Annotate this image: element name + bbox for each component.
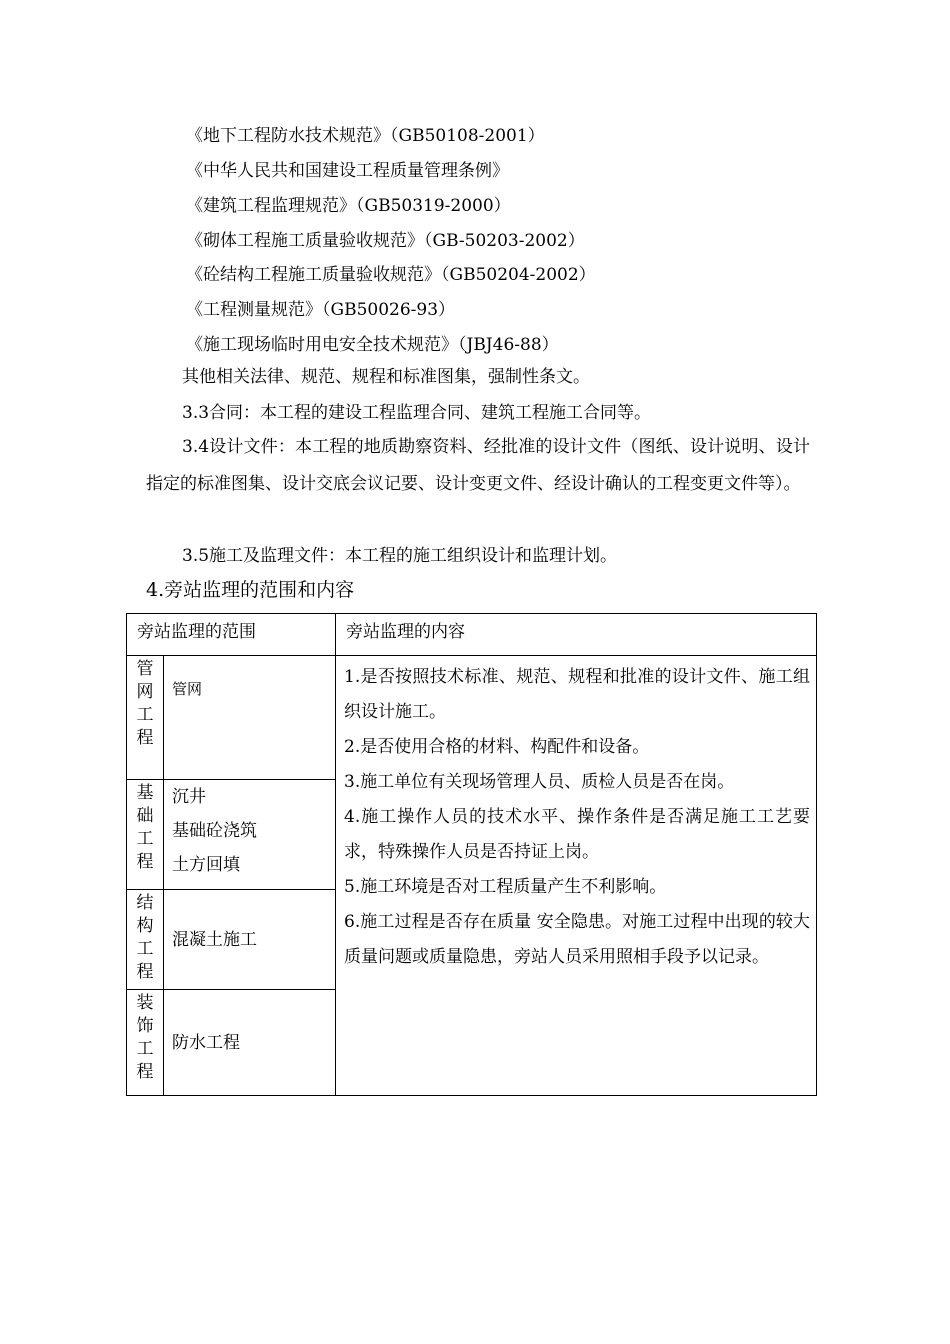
reference-line: 《砌体工程施工质量验收规范》（GB-50203-2002） — [186, 231, 585, 251]
category-char: 工 — [136, 1039, 154, 1059]
category-char: 构 — [136, 916, 154, 936]
content-item: 5.施工环境是否对工程质量产生不利影响。 — [344, 877, 667, 897]
category-char: 结 — [136, 893, 154, 913]
content-item: 6.施工过程是否存在质量 安全隐患。对施工过程中出现的较大质量问题或质量隐患，旁站人员采用照相手段予以记录。 — [344, 912, 810, 967]
content-item: 4.施工操作人员的技术水平、操作条件是否满足施工工艺要求，特殊操作人员是否持证上岗。 — [344, 807, 810, 862]
reference-line: 《建筑工程监理规范》（GB50319-2000） — [186, 196, 511, 216]
category-char: 网 — [136, 682, 154, 702]
other-basis-paragraph: 其他相关法律、规范、规程和标准图集，强制性条文。 — [182, 367, 590, 387]
category-char: 基 — [136, 783, 154, 803]
item-text: 防水工程 — [172, 1032, 240, 1053]
table-header-row — [127, 614, 817, 656]
reference-line: 《中华人民共和国建设工程质量管理条例》 — [186, 161, 509, 181]
item-text: 混凝土施工 — [172, 929, 257, 950]
item-text: 沉井 — [172, 787, 206, 807]
supervision-table — [126, 613, 817, 1096]
category-char: 饰 — [136, 1016, 154, 1036]
category-char: 管 — [136, 659, 154, 679]
content-cell — [336, 656, 817, 1096]
reference-line: 《施工现场临时用电安全技术规范》（JBJ46-88） — [186, 335, 559, 355]
category-cell — [127, 990, 164, 1096]
header-content: 旁站监理的内容 — [336, 614, 817, 656]
clause-3-5-paragraph: 3.5施工及监理文件：本工程的施工组织设计和监理计划。 — [182, 546, 618, 566]
category-cell — [127, 656, 164, 780]
section-title: 4.旁站监理的范围和内容 — [146, 579, 355, 601]
category-cell — [127, 780, 164, 890]
category-char: 础 — [136, 806, 154, 826]
clause-3-3-paragraph: 3.3合同：本工程的建设工程监理合同、建筑工程施工合同等。 — [182, 403, 652, 423]
category-char: 程 — [136, 852, 154, 872]
item-text: 管网 — [172, 680, 203, 698]
reference-line: 《砼结构工程施工质量验收规范》（GB50204-2002） — [186, 265, 596, 285]
item-text: 土方回填 — [172, 855, 240, 875]
category-cell — [127, 890, 164, 990]
content-item: 2.是否使用合格的材料、构配件和设备。 — [344, 737, 650, 757]
item-cell — [164, 656, 336, 780]
category-char: 工 — [136, 939, 154, 959]
category-char: 程 — [136, 962, 154, 982]
category-char: 程 — [136, 728, 154, 748]
reference-line: 《地下工程防水技术规范》（GB50108-2001） — [186, 126, 545, 146]
category-char: 装 — [136, 993, 154, 1013]
item-cell — [164, 890, 336, 990]
content-item: 3.施工单位有关现场管理人员、质检人员是否在岗。 — [344, 772, 735, 792]
item-cell — [164, 780, 336, 890]
content-item: 1.是否按照技术标准、规范、规程和批准的设计文件、施工组织设计施工。 — [344, 667, 810, 722]
header-scope: 旁站监理的范围 — [127, 614, 336, 656]
category-char: 程 — [136, 1062, 154, 1082]
table-row — [127, 656, 817, 780]
clause-3-4-paragraph: 3.4设计文件：本工程的地质勘察资料、经批准的设计文件（图纸、设计说明、设计指定的标准图集、设计交底会议记要、设计变更文件、经设计确认的工程变更文件等）。 — [146, 437, 810, 494]
item-cell — [164, 990, 336, 1096]
category-char: 工 — [136, 829, 154, 849]
item-text: 基础砼浇筑 — [172, 821, 257, 841]
category-char: 工 — [136, 705, 154, 725]
reference-line: 《工程测量规范》（GB50026-93） — [186, 300, 456, 320]
